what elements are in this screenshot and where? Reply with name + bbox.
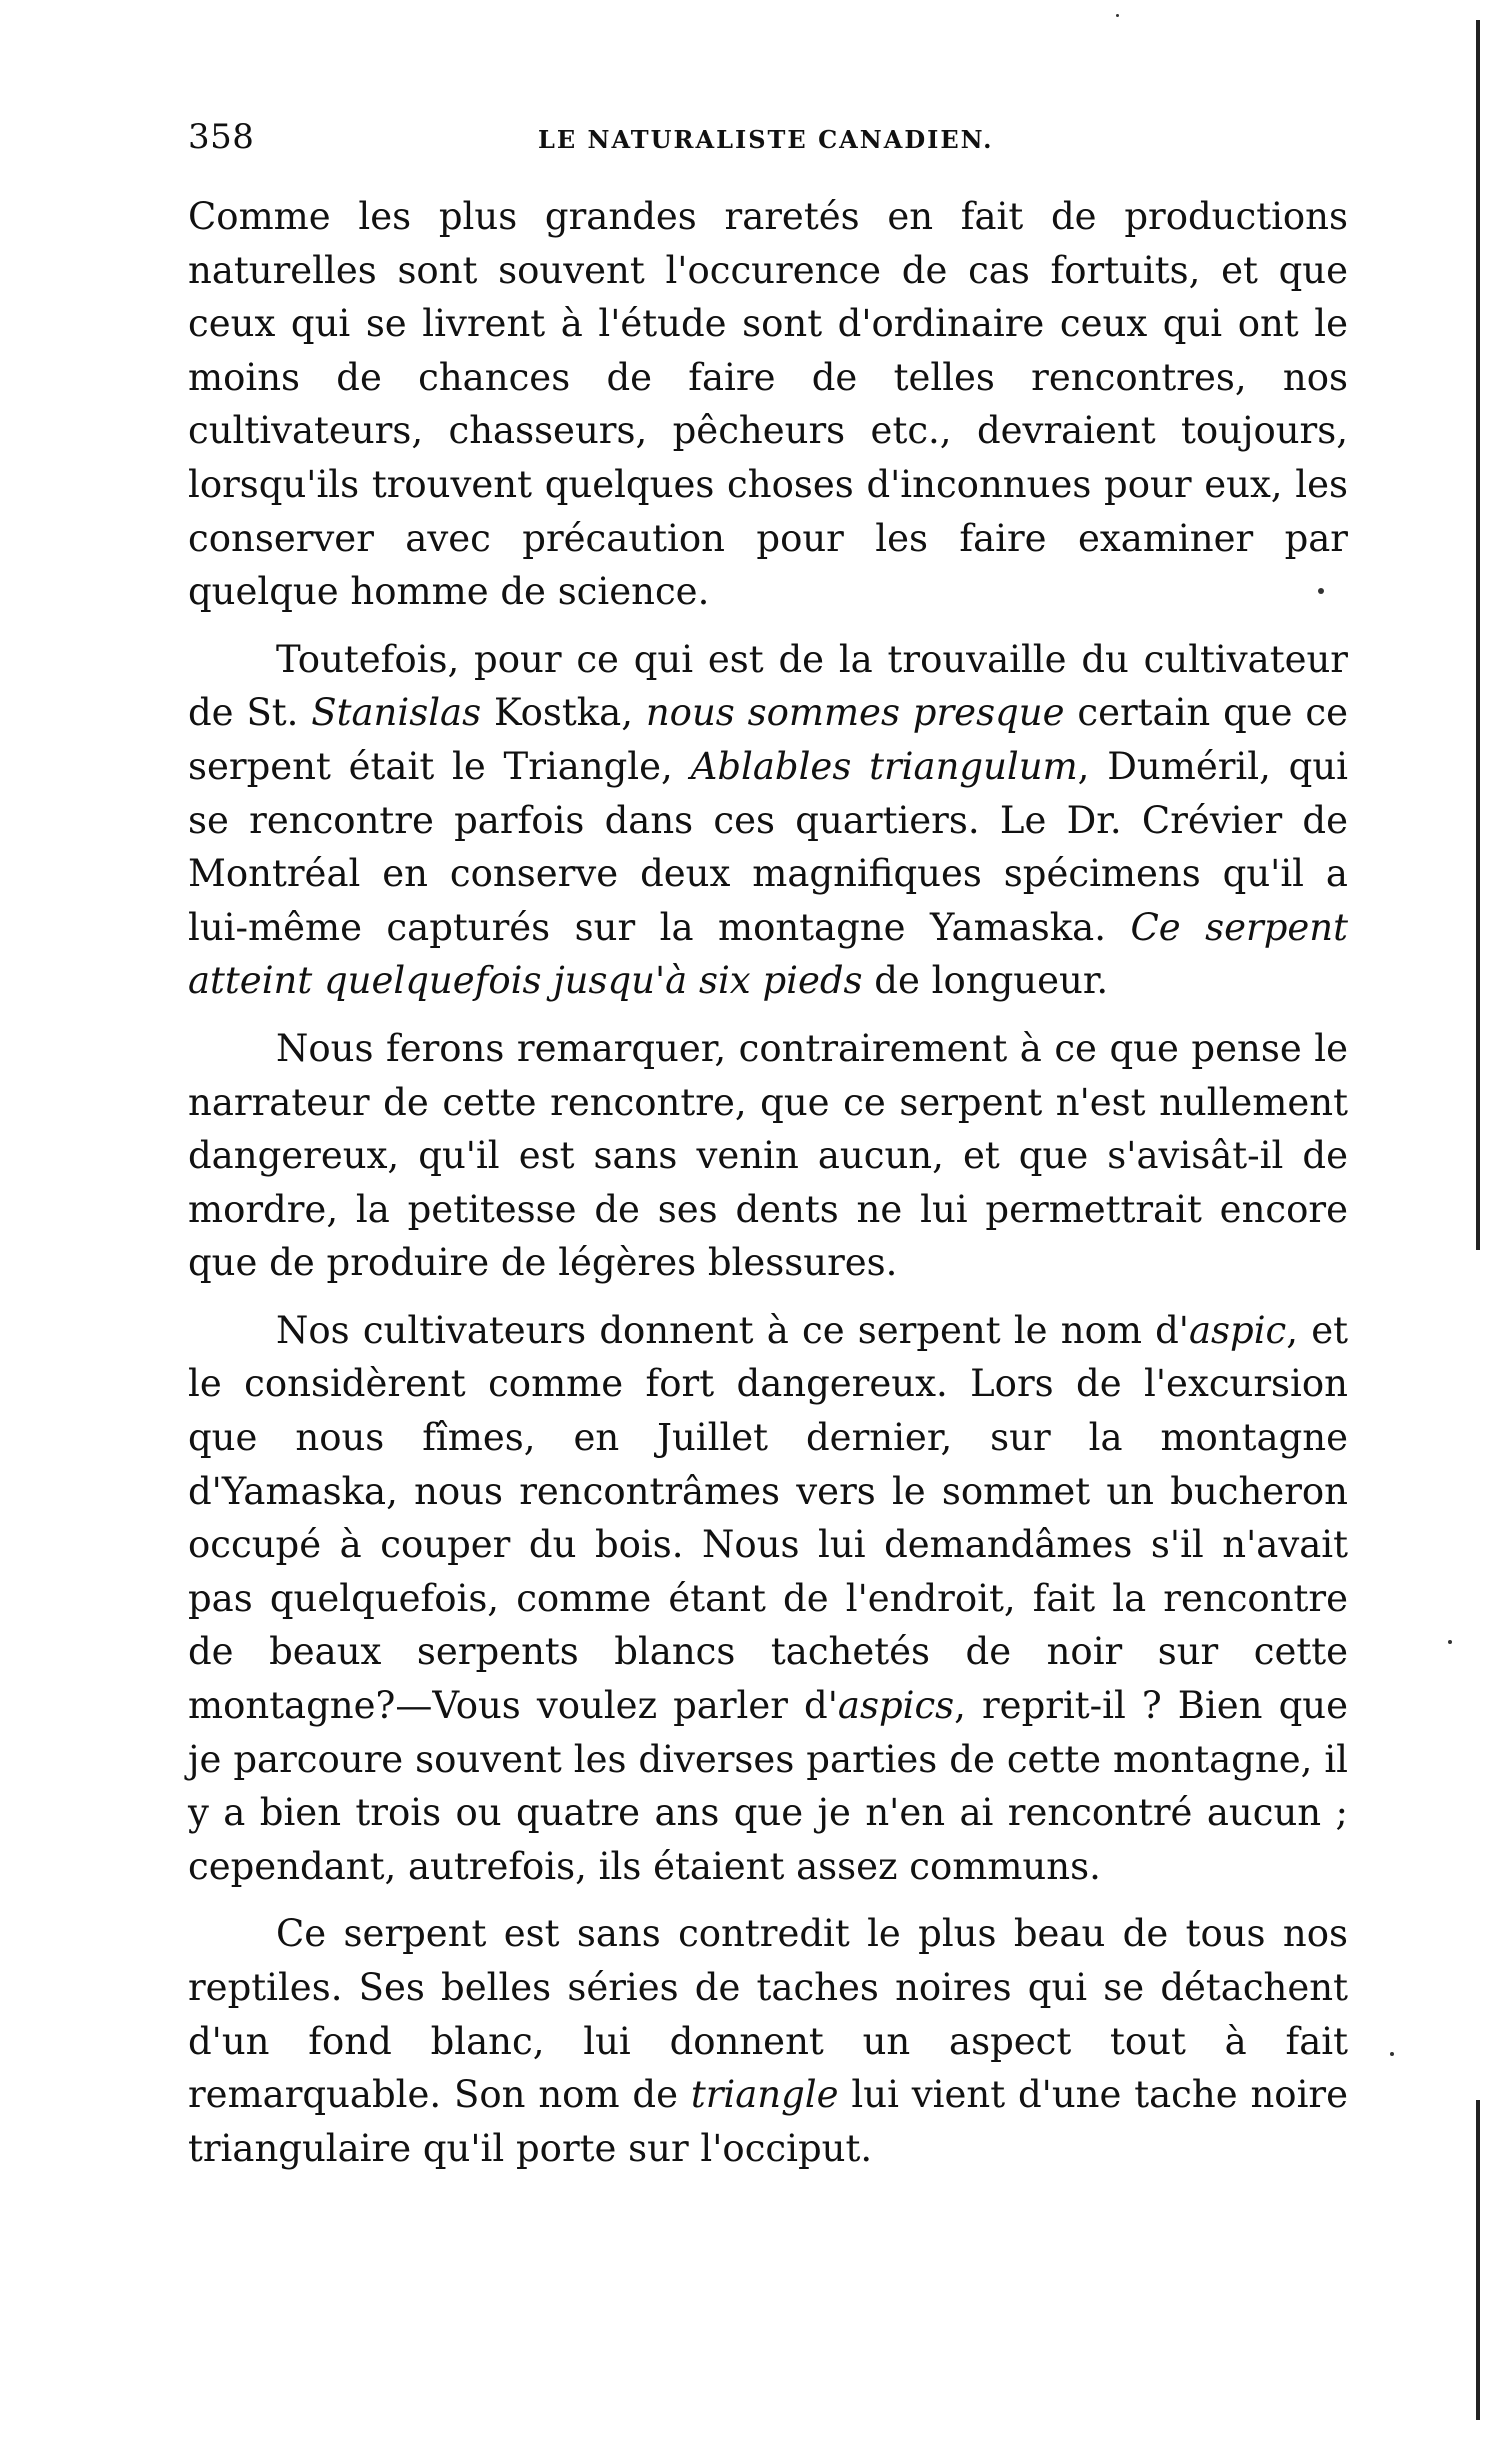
paragraph-2 bbox=[188, 633, 1348, 1008]
italic-six-pieds: Ce serpent atteint quelquefois jusqu'à six pieds bbox=[188, 905, 1348, 1003]
scan-speck bbox=[1390, 2052, 1394, 2056]
paragraph-3-text: Nous ferons remarquer, contrairement à ce que pense le narrateur de cette rencontre, que ce serpent n'est nullement dangereux, qu'il est sans venin aucun, et que s'avisât-il de mordre, la petitesse de ses dents ne lui permettrait encore que de produire de légères blessures. bbox=[188, 1026, 1348, 1285]
paragraph-2-text-c: certain que ce serpent était le Triangle, bbox=[188, 691, 1348, 788]
paragraph-4-text-b: , et le considèrent comme fort dangereux. Lors de l'excursion que nous fîmes, en Juillet dernier, sur la montagne d'Yamaska, nous rencontrâmes vers le sommet un bucheron occupé à couper du bois. Nous lui demandâmes s'il n'avait pas quelquefois, comme étant de l'endroit, fait la rencontre de beaux serpents blancs tachetés de noir sur cette montagne?—Vous voulez parler d' bbox=[188, 1308, 1348, 1728]
body-text bbox=[188, 190, 1348, 2175]
italic-aspics: aspics bbox=[837, 1684, 955, 1728]
paragraph-2-text-a: Toutefois, pour ce qui est de la trouvaille du cultivateur de St. bbox=[188, 637, 1348, 735]
italic-aspic: aspic bbox=[1188, 1308, 1287, 1352]
paragraph-1 bbox=[188, 190, 1348, 619]
scan-speck bbox=[1318, 588, 1324, 594]
paragraph-4-text-c: , reprit-il ? Bien que je parcoure souvent les diverses parties de cette montagne, il y a bien trois ou quatre ans que je n'en ai rencontré aucun ; cependant, autrefois, ils étaient assez communs. bbox=[188, 1684, 1348, 1888]
italic-species-name: Ablables triangulum bbox=[690, 744, 1078, 788]
paragraph-2-text-b: Kostka, bbox=[481, 691, 646, 735]
paragraph-5-text-b: lui vient d'une tache noire triangulaire qu'il porte sur l'occiput. bbox=[188, 2073, 1348, 2170]
italic-nous-sommes-presque: nous sommes presque bbox=[645, 691, 1065, 735]
scan-edge-line-lower bbox=[1476, 2200, 1479, 2420]
italic-triangle: triangle bbox=[690, 2073, 839, 2117]
paragraph-5 bbox=[188, 1907, 1348, 2175]
page-header bbox=[188, 112, 1348, 162]
italic-stanislas: Stanislas bbox=[311, 691, 482, 735]
paragraph-3 bbox=[188, 1022, 1348, 1290]
paragraph-1-text: Comme les plus grandes raretés en fait de productions naturelles sont souvent l'occurence de cas fortuits, et que ceux qui se livrent à l'étude sont d'ordinaire ceux qui ont le moins de chances de faire de telles rencontres, nos cultivateurs, chasseurs, pêcheurs etc., devraient toujours, lorsqu'ils trouvent quelques choses d'inconnues pour eux, les conserver avec précaution pour les faire examiner par quelque homme de science. bbox=[188, 195, 1348, 614]
scan-speck bbox=[1116, 14, 1119, 17]
page-number: 358 bbox=[188, 117, 255, 157]
paragraph-2-text-e: de longueur. bbox=[862, 959, 1109, 1003]
running-title: LE NATURALISTE CANADIEN. bbox=[538, 125, 994, 154]
paragraph-2-text-d: , Duméril, qui se rencontre parfois dans ces quartiers. Le Dr. Crévier de Montréal en conserve deux magnifiques spécimens qu'il a lui-même capturés sur la montagne Yamaska. bbox=[188, 744, 1348, 949]
paragraph-5-text-a: Ce serpent est sans contredit le plus beau de tous nos reptiles. Ses belles séries de taches noires qui se détachent d'un fond blanc, lui donnent un aspect tout à fait remarquable. Son nom de bbox=[188, 1912, 1348, 2117]
paragraph-4 bbox=[188, 1304, 1348, 1894]
scan-edge-gap bbox=[1474, 1250, 1482, 2100]
paragraph-4-text-a: Nos cultivateurs donnent à ce serpent le nom d' bbox=[276, 1308, 1189, 1352]
scan-speck bbox=[1448, 1640, 1452, 1644]
